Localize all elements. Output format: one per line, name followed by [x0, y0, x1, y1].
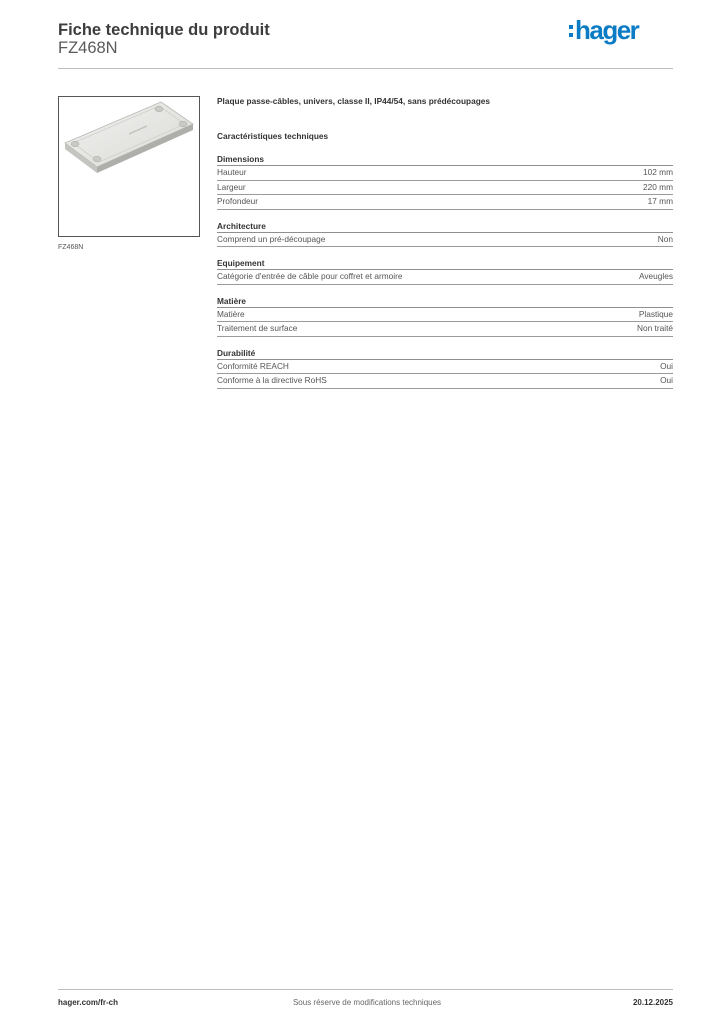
footer-date: 20.12.2025 [632, 998, 673, 1007]
spec-row [217, 308, 673, 323]
specs-heading: Caractéristiques techniques [217, 131, 329, 141]
spec-label: Profondeur [217, 196, 259, 206]
group-title: Dimensions [217, 154, 673, 166]
spec-row [217, 322, 673, 337]
spec-value: 17 mm [647, 196, 673, 206]
spec-label: Largeur [217, 181, 246, 192]
group-title: Equipement [217, 258, 673, 270]
spec-value: Aveugles [639, 271, 673, 281]
spec-row [217, 233, 673, 248]
spec-label: Comprend un pré-découpage [217, 233, 326, 244]
group-title: Matière [217, 296, 673, 308]
spec-label: Catégorie d'entrée de câble pour coffret et armoire [217, 271, 403, 281]
spec-content [217, 95, 673, 389]
product-code: FZ468N [58, 39, 118, 57]
spec-group-dimensions [217, 154, 673, 210]
spec-label: Matière [217, 308, 245, 319]
footer-disclaimer: Sous réserve de modifications techniques [292, 998, 442, 1007]
spec-group-architecture [217, 221, 673, 248]
spec-value: Plastique [638, 308, 673, 319]
spec-value: Non [657, 233, 673, 244]
spec-row [217, 181, 673, 196]
spec-value: 220 mm [643, 181, 673, 192]
spec-value: 102 mm [643, 167, 673, 177]
spec-value: Oui [660, 360, 673, 371]
spec-value: Non traité [637, 323, 673, 333]
image-caption: FZ468N [58, 244, 84, 251]
spec-group-matiere [217, 296, 673, 337]
spec-group-durabilite [217, 348, 673, 389]
group-title: Architecture [217, 221, 673, 233]
cable-plate-illustration [59, 97, 199, 236]
header-divider [58, 68, 673, 69]
product-image [58, 96, 200, 237]
footer-divider [58, 989, 673, 990]
spec-row [217, 360, 673, 375]
logo-text: hager [575, 16, 639, 45]
spec-label: Conformité REACH [217, 360, 289, 371]
spec-row [217, 195, 673, 210]
spec-label: Traitement de surface [217, 323, 298, 333]
spec-row [217, 166, 673, 181]
group-title: Durabilité [217, 348, 673, 360]
spec-group-equipement [217, 258, 673, 285]
footer-website-link[interactable]: hager.com/fr-ch [58, 998, 119, 1007]
hager-logo[interactable] [568, 16, 658, 46]
spec-label: Conforme à la directive RoHS [217, 375, 327, 385]
spec-row [217, 374, 673, 389]
spec-row [217, 270, 673, 285]
product-description: Plaque passe-câbles, univers, classe II, IP44/54, sans prédécoupages [217, 96, 491, 106]
page-title: Fiche technique du produit [58, 21, 270, 39]
spec-label: Hauteur [217, 167, 247, 177]
spec-value: Oui [660, 375, 673, 385]
